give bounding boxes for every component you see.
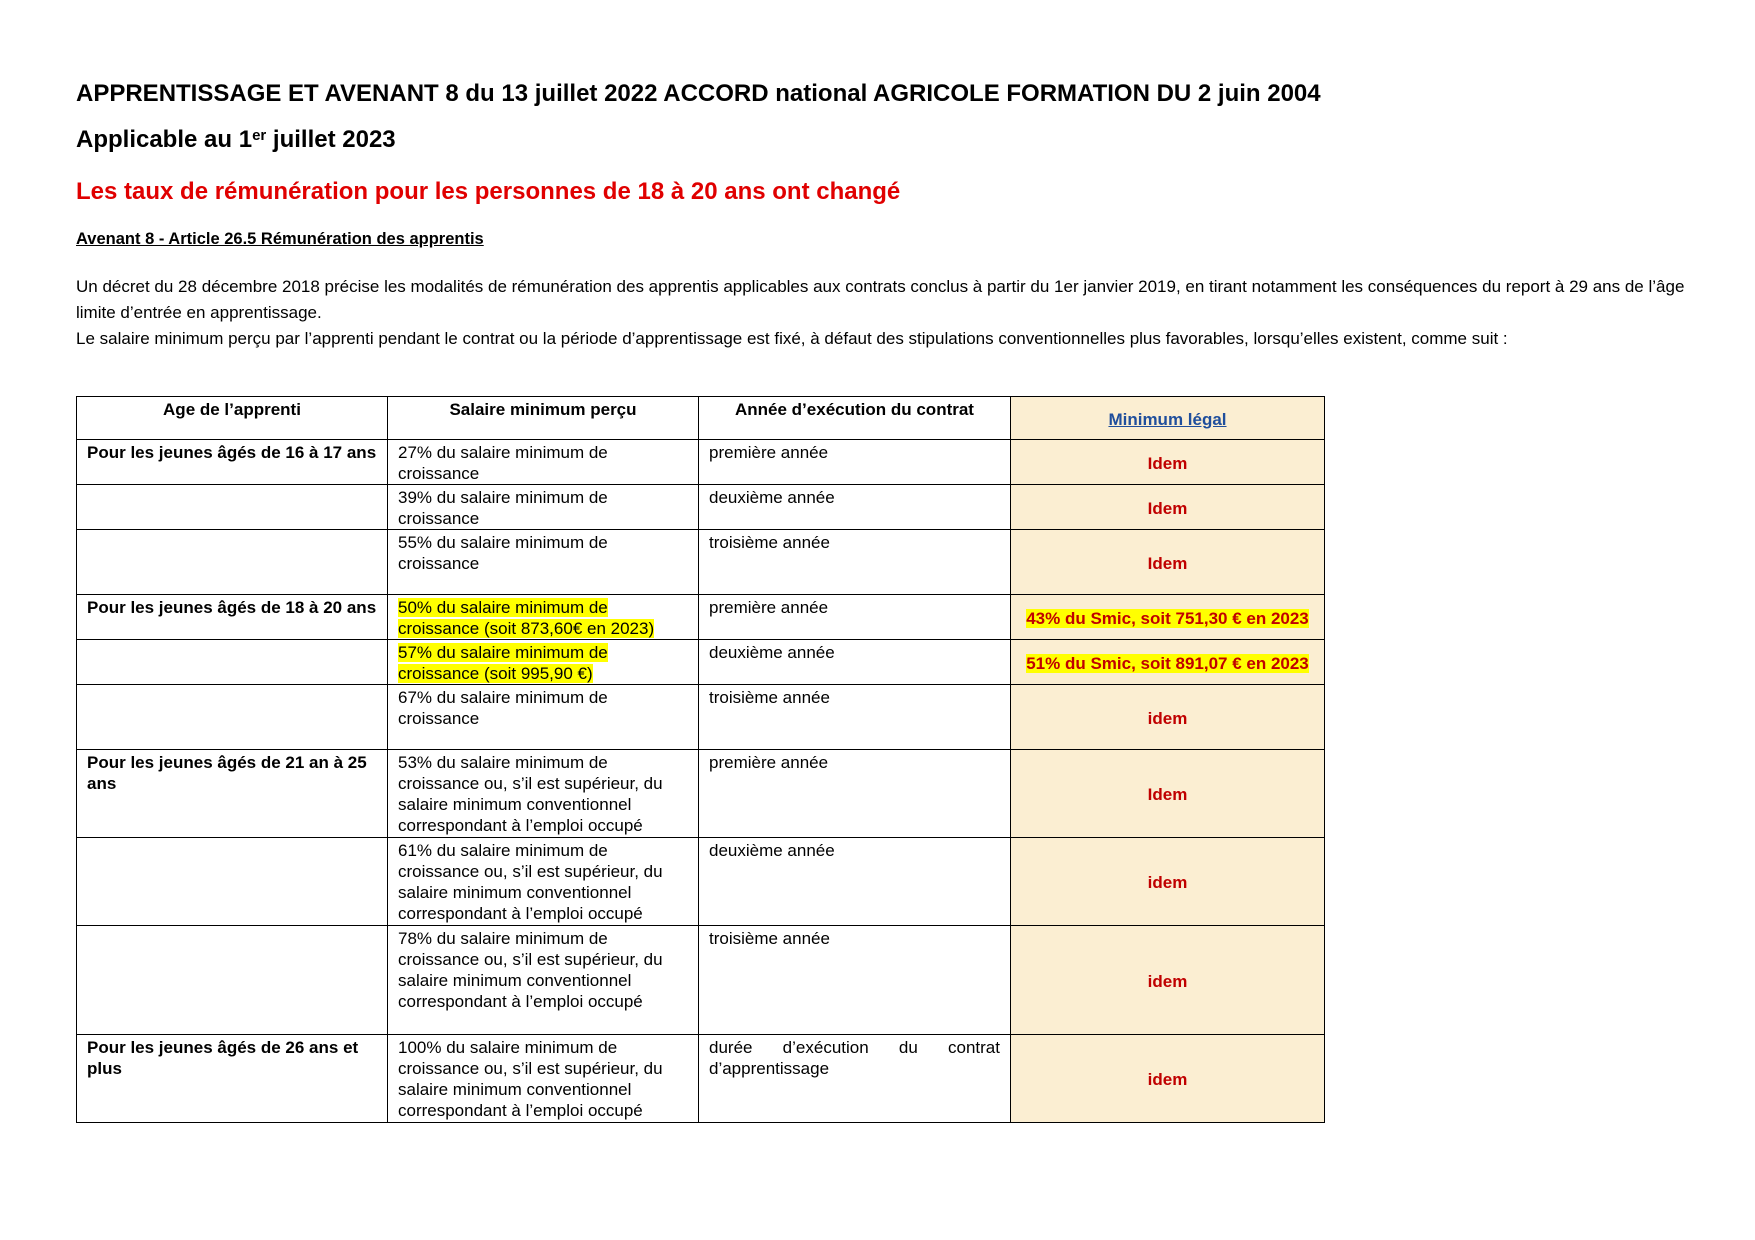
applicable-sup: er: [252, 127, 267, 144]
cell-year: première année: [699, 595, 1011, 640]
highlighted-legal: 51% du Smic, soit 891,07 € en 2023: [1026, 653, 1309, 673]
cell-salary: 100% du salaire minimum de croissance ou, s’il est supérieur, du salaire minimum conventionnel correspondant à l’emploi occupé: [388, 1035, 699, 1123]
cell-year: troisième année: [699, 530, 1011, 595]
cell-year: deuxième année: [699, 485, 1011, 530]
document-title: APPRENTISSAGE ET AVENANT 8 du 13 juillet 2022 ACCORD national AGRICOLE FORMATION DU 2 juin 2004: [76, 80, 1321, 107]
cell-salary: 61% du salaire minimum de croissance ou, s’il est supérieur, du salaire minimum conventionnel correspondant à l’emploi occupé: [388, 838, 699, 926]
minimum-legal-link[interactable]: Minimum légal: [1108, 409, 1227, 429]
cell-legal: idem: [1011, 926, 1325, 1035]
cell-legal: idem: [1011, 1035, 1325, 1123]
cell-legal: Idem: [1011, 750, 1325, 838]
cell-year: première année: [699, 440, 1011, 485]
cell-salary: 55% du salaire minimum de croissance: [388, 530, 699, 595]
highlighted-salary: 50% du salaire minimum de croissance (soit 873,60€ en 2023): [398, 598, 655, 638]
intro-paragraph-1: Un décret du 28 décembre 2018 précise les modalités de rémunération des apprentis applicables aux contrats conclus à partir du 1er janvier 2019, en tirant notamment les conséquences du report à 29 ans de l’âge limite d’entrée en apprentissage.: [76, 277, 1685, 322]
header-salary: Salaire minimum perçu: [388, 397, 699, 440]
remuneration-table: [76, 396, 1325, 1123]
applicable-prefix: Applicable au 1: [76, 126, 253, 153]
cell-salary: 53% du salaire minimum de croissance ou, s’il est supérieur, du salaire minimum conventionnel correspondant à l’emploi occupé: [388, 750, 699, 838]
highlighted-salary: 57% du salaire minimum de croissance (soit 995,90 €): [398, 643, 608, 683]
cell-legal: [1011, 595, 1325, 640]
cell-year: deuxième année: [699, 640, 1011, 685]
applicable-suffix: juillet 2023: [266, 126, 396, 153]
cell-age: [77, 640, 388, 685]
table-row: [77, 640, 1325, 685]
table-row: [77, 926, 1325, 1035]
cell-legal: idem: [1011, 685, 1325, 750]
cell-year: troisième année: [699, 926, 1011, 1035]
header-legal[interactable]: [1011, 397, 1325, 440]
table-row: [77, 530, 1325, 595]
red-heading: Les taux de rémunération pour les personnes de 18 à 20 ans ont changé: [76, 178, 901, 205]
cell-legal: Idem: [1011, 530, 1325, 595]
cell-salary: [388, 595, 699, 640]
cell-age: Pour les jeunes âgés de 18 à 20 ans: [77, 595, 388, 640]
intro-paragraphs: [76, 274, 1706, 352]
cell-age: Pour les jeunes âgés de 26 ans et plus: [77, 1035, 388, 1123]
table-row: [77, 838, 1325, 926]
cell-legal: Idem: [1011, 440, 1325, 485]
table-header-row: [77, 397, 1325, 440]
applicable-date: [76, 124, 1706, 156]
highlighted-legal: 43% du Smic, soit 751,30 € en 2023: [1026, 608, 1309, 628]
cell-legal: Idem: [1011, 485, 1325, 530]
cell-age: [77, 926, 388, 1035]
document-page: [76, 78, 1706, 352]
cell-salary: 39% du salaire minimum de croissance: [388, 485, 699, 530]
intro-paragraph-2: Le salaire minimum perçu par l’apprenti pendant le contrat ou la période d’apprentissage est fixé, à défaut des stipulations conventionnelles plus favorables, lorsqu’elles existent, comme suit :: [76, 329, 1508, 348]
table-row: [77, 485, 1325, 530]
cell-year: première année: [699, 750, 1011, 838]
cell-legal: idem: [1011, 838, 1325, 926]
article-subheading: Avenant 8 - Article 26.5 Rémunération des apprentis: [76, 230, 484, 248]
cell-age: [77, 838, 388, 926]
table-row: [77, 440, 1325, 485]
cell-salary: 27% du salaire minimum de croissance: [388, 440, 699, 485]
cell-year: deuxième année: [699, 838, 1011, 926]
cell-age: Pour les jeunes âgés de 16 à 17 ans: [77, 440, 388, 485]
header-year: Année d’exécution du contrat: [699, 397, 1011, 440]
cell-year: durée d’exécution du contrat d’apprentissage: [699, 1035, 1011, 1123]
cell-year: troisième année: [699, 685, 1011, 750]
table-row: [77, 1035, 1325, 1123]
cell-salary: 67% du salaire minimum de croissance: [388, 685, 699, 750]
header-age: Age de l’apprenti: [77, 397, 388, 440]
cell-salary: 78% du salaire minimum de croissance ou, s’il est supérieur, du salaire minimum conventionnel correspondant à l’emploi occupé: [388, 926, 699, 1035]
table-row: [77, 685, 1325, 750]
table-row: [77, 595, 1325, 640]
cell-age: Pour les jeunes âgés de 21 an à 25 ans: [77, 750, 388, 838]
cell-age: [77, 485, 388, 530]
cell-age: [77, 530, 388, 595]
table-row: [77, 750, 1325, 838]
cell-salary: [388, 640, 699, 685]
cell-legal: [1011, 640, 1325, 685]
cell-age: [77, 685, 388, 750]
